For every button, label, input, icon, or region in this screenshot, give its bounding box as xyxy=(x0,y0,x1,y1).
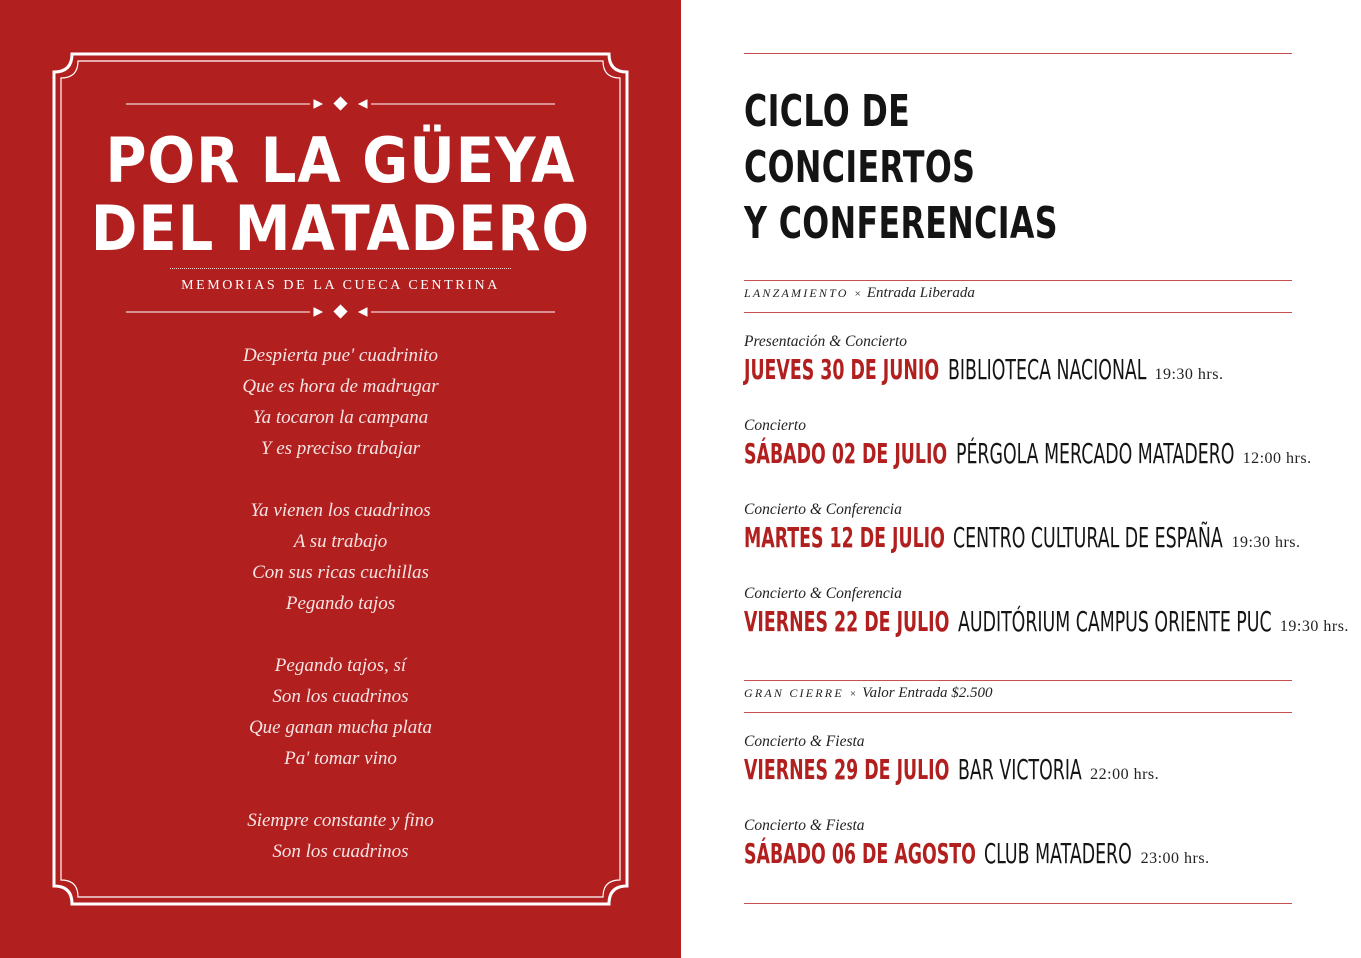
section-label-gran-cierre xyxy=(744,685,993,702)
section-rule xyxy=(744,312,1292,313)
event-date: JUEVES 30 DE JUNIO xyxy=(744,353,940,386)
event-venue: PÉRGOLA MERCADO MATADERO xyxy=(955,437,1235,470)
poem-line: Que ganan mucha plata xyxy=(248,717,433,738)
event-item xyxy=(744,416,1344,477)
event-date: SÁBADO 06 DE AGOSTO xyxy=(744,837,976,870)
event-type: Concierto & Fiesta xyxy=(744,817,865,834)
poem-line: Ya tocaron la campana xyxy=(252,407,429,428)
event-item xyxy=(744,584,1349,645)
separator-icon: × xyxy=(849,688,857,700)
event-venue: CENTRO CULTURAL DE ESPAÑA xyxy=(953,521,1224,554)
heading-line: CICLO DE xyxy=(744,86,911,137)
poster-title-line1: POR LA GÜEYA xyxy=(105,124,576,198)
event-time: 22:00 hrs. xyxy=(1090,766,1160,783)
poem xyxy=(0,340,681,867)
event-venue: BIBLIOTECA NACIONAL xyxy=(947,353,1147,386)
title-divider xyxy=(170,268,511,269)
event-type: Concierto & Fiesta xyxy=(744,733,865,750)
poem-line: Ya vienen los cuadrinos xyxy=(250,500,431,521)
top-ornament xyxy=(126,97,555,110)
event-item xyxy=(744,732,1344,793)
bottom-ornament xyxy=(126,305,555,318)
separator-icon: × xyxy=(854,288,861,300)
poem-line: A su trabajo xyxy=(293,531,388,552)
event-item xyxy=(744,816,1344,877)
section-label-lanzamiento xyxy=(744,285,975,302)
event-venue: CLUB MATADERO xyxy=(984,837,1133,870)
poem-line: Y es preciso trabajar xyxy=(260,438,421,459)
poem-line: Con sus ricas cuchillas xyxy=(252,562,429,583)
section-detail: Entrada Liberada xyxy=(866,285,975,301)
section-name: GRAN CIERRE xyxy=(744,686,844,700)
event-time: 23:00 hrs. xyxy=(1140,850,1210,867)
event-item xyxy=(744,500,1344,561)
poster-subtitle: MEMORIAS DE LA CUECA CENTRINA xyxy=(181,278,500,293)
heading-line: CONCIERTOS xyxy=(744,142,976,193)
poem-line: Son los cuadrinos xyxy=(272,686,409,707)
poem-line: Pa' tomar vino xyxy=(284,748,397,769)
event-date: VIERNES 22 DE JULIO xyxy=(744,605,950,638)
poem-line: Que es hora de madrugar xyxy=(242,376,439,397)
event-date: MARTES 12 DE JULIO xyxy=(744,521,945,554)
event-type: Concierto & Conferencia xyxy=(744,501,902,518)
event-venue: AUDITÓRIUM CAMPUS ORIENTE PUC xyxy=(957,605,1272,638)
heading-line: Y CONFERENCIAS xyxy=(744,198,1058,249)
event-type: Presentación & Concierto xyxy=(744,333,908,350)
section-rule xyxy=(744,280,1292,281)
event-type: Concierto xyxy=(744,417,806,434)
poem-line: Son los cuadrinos xyxy=(272,841,409,862)
poem-line: Pegando tajos xyxy=(285,593,396,614)
section-name: LANZAMIENTO xyxy=(744,286,849,300)
poster-title-line2: DEL MATADERO xyxy=(90,192,591,266)
program-heading xyxy=(744,84,1058,252)
event-time: 19:30 hrs. xyxy=(1279,618,1349,635)
section-rule xyxy=(744,680,1292,681)
event-item xyxy=(744,332,1344,393)
bottom-rule xyxy=(744,903,1292,904)
section-rule xyxy=(744,712,1292,713)
poem-line: Siempre constante y fino xyxy=(247,810,434,831)
event-time: 19:30 hrs. xyxy=(1231,534,1301,551)
event-date: VIERNES 29 DE JULIO xyxy=(744,753,950,786)
poem-line: Pegando tajos, sí xyxy=(274,655,407,676)
top-rule xyxy=(744,53,1292,54)
section-detail: Valor Entrada $2.500 xyxy=(862,685,993,701)
event-date: SÁBADO 02 DE JULIO xyxy=(744,437,948,470)
event-type: Concierto & Conferencia xyxy=(744,585,902,602)
event-time: 19:30 hrs. xyxy=(1154,366,1224,383)
event-venue: BAR VICTORIA xyxy=(957,753,1082,786)
poem-line: Despierta pue' cuadrinito xyxy=(242,345,439,366)
event-time: 12:00 hrs. xyxy=(1242,450,1312,467)
